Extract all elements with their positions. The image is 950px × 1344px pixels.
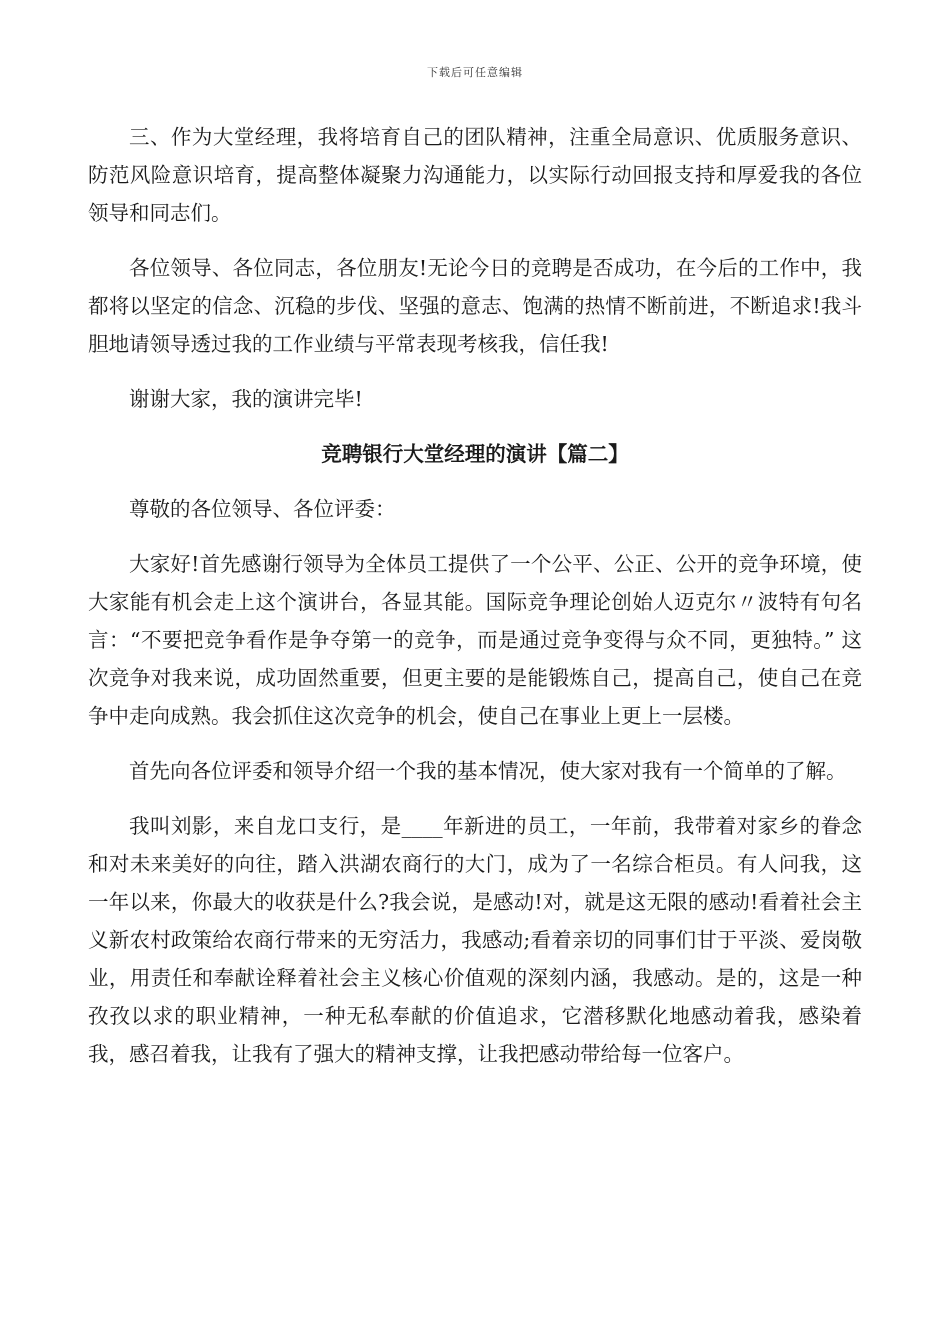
paragraph-1: 三、作为大堂经理，我将培育自己的团队精神，注重全局意识、优质服务意识、防范风险意识培育，提高整体凝聚力沟通能力，以实际行动回报支持和厚爱我的各位领导和同志们。 [88, 125, 862, 225]
paragraph-6: 我叫刘影，来自龙口支行，是____年新进的员工，一年前，我带着对家乡的眷念和对未来美好的向往，踏入洪湖农商行的大门，成为了一名综合柜员。有人问我，这一年以来，你最大的收获是什么?我会说，是感动!对，就是这无限的感动!看着社会主义新农村政策给农商行带来的无穷活力，我感动;看着亲切的同事们甘于平淡、爱岗敬业，用责任和奉献诠释着社会主义核心价值观的深刻内涵，我感动。是的，这是一种孜孜以求的职业精神，一种无私奉献的价值追求，它潜移默化地感动着我，感染着我，感召着我，让我有了强大的精神支撑，让我把感动带给每一位客户。 [88, 814, 862, 1066]
paragraph-3: 谢谢大家，我的演讲完毕! [129, 387, 363, 411]
paragraph-5: 首先向各位评委和领导介绍一个我的基本情况，使大家对我有一个简单的了解。 [129, 759, 847, 783]
paragraph-4: 大家好!首先感谢行领导为全体员工提供了一个公平、公正、公开的竞争环境，使大家能有机会走上这个演讲台，各显其能。国际竞争理论创始人迈克尔〃波特有句名言：“不要把竞争看作是争夺第一的竞争，而是通过竞争变得与众不同，更独特。” 这次竞争对我来说，成功固然重要，但更主要的是能锻炼自己，提高自己，使自己在竞争中走向成熟。我会抓住这次竞争的机会，使自己在事业上更上一层楼。 [88, 552, 862, 728]
paragraph-salutation: 尊敬的各位领导、各位评委： [129, 497, 396, 521]
document-body [88, 118, 862, 1090]
paragraph-2: 各位领导、各位同志，各位朋友!无论今日的竞聘是否成功，在今后的工作中，我都将以坚定的信念、沉稳的步伐、坚强的意志、饱满的热情不断前进，不断追求!我斗胆地请领导透过我的工作业绩与平常表现考核我，信任我! [88, 256, 862, 356]
page-header: 下载后可任意编辑 [427, 66, 523, 79]
section-title: 竞聘银行大堂经理的演讲【篇二】 [321, 442, 629, 466]
